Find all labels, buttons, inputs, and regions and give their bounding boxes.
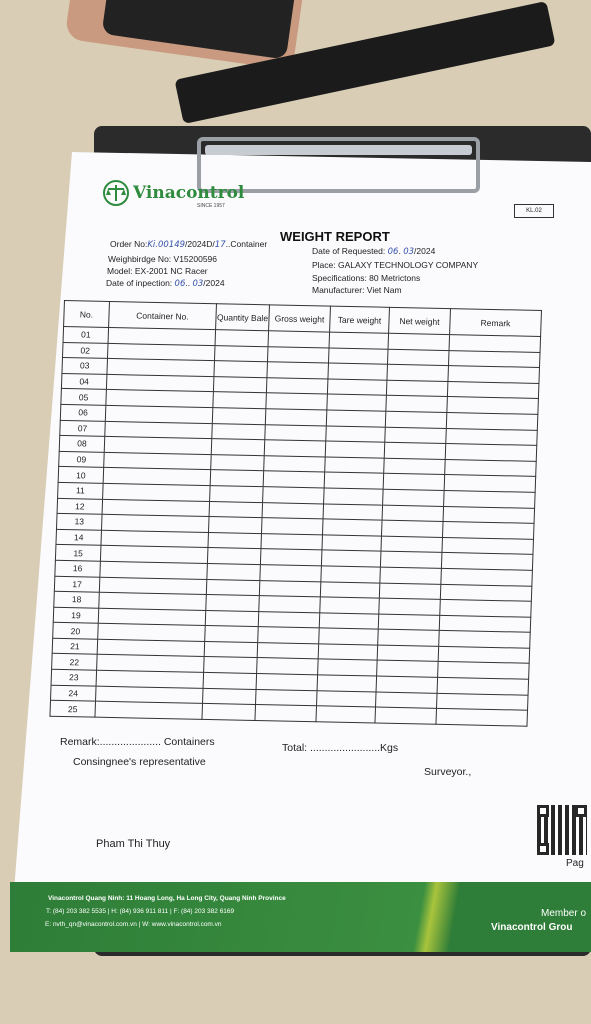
table-cell	[318, 659, 378, 676]
table-cell	[438, 662, 530, 679]
row-number: 19	[53, 607, 99, 624]
table-cell	[209, 501, 263, 518]
row-number: 24	[51, 685, 97, 702]
table-cell	[327, 394, 387, 411]
table-cell	[257, 658, 319, 675]
table-cell	[327, 379, 387, 396]
row-number: 03	[62, 358, 108, 375]
table-cell	[325, 457, 385, 474]
table-cell	[259, 580, 321, 597]
table-cell	[267, 362, 329, 379]
table-cell	[210, 485, 264, 502]
table-cell	[328, 348, 388, 365]
remark-containers: Remark:..................... Containers	[60, 736, 215, 748]
footer-email-web: E: nvth_qn@vinacontrol.com.vn | W: www.vinacontrol.com.vn	[45, 921, 222, 928]
table-cell	[261, 518, 323, 535]
table-cell	[265, 409, 327, 426]
table-cell	[377, 661, 439, 678]
order-container-handwritten: 17	[214, 240, 226, 250]
order-no-suffix: /2024D/	[185, 239, 215, 249]
footer-address: Vinacontrol Quang Ninh: 11 Hoang Long, Ha Long City, Quang Ninh Province	[48, 895, 286, 902]
table-cell	[205, 626, 259, 643]
surveyor-label: Surveyor.,	[424, 766, 472, 778]
row-number: 02	[62, 342, 108, 359]
order-no-field	[110, 239, 267, 250]
table-cell	[203, 688, 257, 705]
table-cell	[437, 693, 529, 710]
table-cell	[326, 426, 386, 443]
table-cell	[265, 424, 327, 441]
table-cell	[321, 566, 381, 583]
phone-screen	[102, 0, 297, 60]
table-cell	[436, 709, 528, 726]
table-cell	[378, 614, 440, 631]
table-cell	[264, 440, 326, 457]
table-cell	[321, 550, 381, 567]
requested-month-handwritten: 03	[403, 247, 415, 257]
row-number: 13	[56, 513, 102, 530]
table-cell	[448, 350, 540, 367]
table-cell	[206, 579, 260, 596]
table-cell	[378, 629, 440, 646]
table-cell	[438, 646, 530, 663]
table-cell	[261, 533, 323, 550]
table-cell	[267, 346, 329, 363]
table-cell	[214, 345, 268, 362]
table-cell	[379, 598, 441, 615]
table-cell	[444, 490, 536, 507]
table-cell	[266, 393, 328, 410]
table-cell	[268, 331, 330, 348]
table-cell	[206, 595, 260, 612]
table-cell	[258, 611, 320, 628]
table-cell	[213, 392, 267, 409]
footer-phones: T: (84) 203 382 5535 | H: (84) 936 911 811 | F: (84) 203 382 6169	[46, 908, 235, 915]
inspection-month-handwritten: 03	[192, 279, 204, 289]
table-cell	[318, 644, 378, 661]
table-cell	[266, 378, 328, 395]
table-cell	[387, 364, 449, 381]
qr-finder	[575, 805, 587, 817]
order-no-label: Order No:	[110, 239, 148, 249]
total-kgs: Total: ........................Kgs	[282, 742, 399, 754]
table-cell	[319, 613, 379, 630]
table-cell	[203, 672, 257, 689]
table-cell	[213, 376, 267, 393]
footer-group: Vinacontrol Grou	[491, 922, 573, 933]
weight-table	[49, 300, 542, 727]
table-cell	[380, 567, 442, 584]
table-cell	[320, 581, 380, 598]
table-cell	[322, 519, 382, 536]
table-cell	[446, 412, 538, 429]
table-cell	[262, 502, 324, 519]
row-number: 17	[54, 576, 100, 593]
table-cell	[384, 442, 446, 459]
row-number: 01	[63, 326, 109, 343]
table-cell	[445, 444, 537, 461]
table-cell	[382, 505, 444, 522]
signer-name: Pham Thi Thuy	[96, 838, 171, 850]
header-tare-weight: Tare weight	[330, 306, 390, 333]
page-label: Pag	[566, 858, 584, 869]
table-cell	[323, 503, 383, 520]
table-cell	[317, 675, 377, 692]
row-number: 12	[57, 498, 103, 515]
table-cell	[319, 628, 379, 645]
table-cell	[446, 428, 538, 445]
table-cell	[328, 363, 388, 380]
table-cell	[385, 411, 447, 428]
table-cell	[207, 563, 261, 580]
requested-day-handwritten: 06	[387, 247, 399, 257]
table-cell	[447, 381, 539, 398]
table-cell	[212, 408, 266, 425]
table-cell	[208, 532, 262, 549]
table-cell	[211, 439, 265, 456]
row-number: 22	[52, 654, 98, 671]
qr-code-icon	[537, 805, 587, 855]
row-number: 10	[58, 467, 104, 484]
table-cell	[381, 520, 443, 537]
table-cell	[263, 471, 325, 488]
table-cell	[385, 427, 447, 444]
brand-name: Vinacontrol	[133, 183, 245, 203]
table-cell	[375, 707, 437, 724]
table-cell	[324, 472, 384, 489]
table-cell	[211, 454, 265, 471]
specifications-field: Specifications: 80 Metrictons	[312, 273, 421, 283]
table-cell	[324, 488, 384, 505]
table-cell	[210, 470, 264, 487]
header-container-no: Container No.	[109, 301, 217, 329]
table-cell	[258, 627, 320, 644]
table-cell	[380, 551, 442, 568]
table-cell	[444, 475, 536, 492]
table-cell	[263, 487, 325, 504]
row-number: 08	[59, 436, 105, 453]
table-cell	[386, 380, 448, 397]
row-number: 25	[50, 700, 96, 717]
inspection-date-field: Date of inpection: 06.. 03/2024	[106, 278, 225, 289]
model-field: Model: EX-2001 NC Racer	[107, 266, 208, 276]
row-number: 15	[55, 545, 101, 562]
table-cell	[207, 548, 261, 565]
row-number: 06	[60, 404, 106, 421]
requested-year: /2024	[414, 246, 436, 256]
row-number: 07	[60, 420, 106, 437]
table-cell	[208, 517, 262, 534]
table-cell	[256, 689, 318, 706]
table-cell	[260, 565, 322, 582]
brand-since: SINCE 1957	[197, 203, 225, 209]
place-field: Place: GALAXY TECHNOLOGY COMPANY	[312, 260, 479, 270]
table-cell	[384, 458, 446, 475]
table-cell	[381, 536, 443, 553]
row-number: 23	[51, 669, 97, 686]
table-cell	[383, 489, 445, 506]
row-number: 21	[52, 638, 98, 655]
report-title: WEIGHT REPORT	[280, 229, 390, 244]
table-cell	[445, 459, 537, 476]
footer-member-of: Member o	[541, 908, 587, 919]
table-cell	[439, 631, 531, 648]
manufacturer-field: Manufacturer: Viet Nam	[312, 285, 402, 295]
table-cell	[441, 568, 533, 585]
table-cell	[95, 701, 203, 719]
table-cell	[449, 335, 541, 352]
inspection-day-handwritten: 06	[174, 279, 186, 289]
table-cell	[255, 705, 317, 722]
table-cell	[383, 474, 445, 491]
table-cell	[317, 690, 377, 707]
table-cell	[320, 597, 380, 614]
inspection-year: /2024	[203, 278, 225, 288]
table-cell	[322, 535, 382, 552]
form-code: KL.02	[514, 204, 554, 218]
table-cell	[326, 410, 386, 427]
header-no: No.	[64, 301, 110, 328]
requested-label: Date of Requested:	[312, 246, 386, 256]
table-cell	[215, 330, 269, 347]
table-cell	[442, 537, 534, 554]
header-gross-weight: Gross weight	[269, 305, 331, 332]
table-cell	[379, 583, 441, 600]
header-remark: Remark	[450, 309, 542, 337]
table-cell	[447, 397, 539, 414]
table-cell	[377, 645, 439, 662]
row-number: 05	[61, 389, 107, 406]
row-number: 18	[54, 591, 100, 608]
table-cell	[386, 396, 448, 413]
table-cell	[264, 455, 326, 472]
table-cell	[202, 704, 256, 721]
table-cell	[316, 706, 376, 723]
table-cell	[259, 596, 321, 613]
weighbridge-field: Weighbirdge No: V15200596	[108, 254, 218, 264]
row-number: 16	[55, 560, 101, 577]
table-cell	[388, 333, 450, 350]
table-cell	[376, 692, 438, 709]
row-number: 04	[61, 373, 107, 390]
table-cell	[329, 332, 389, 349]
footer-band	[10, 882, 591, 952]
row-number: 09	[59, 451, 105, 468]
table-body	[50, 326, 541, 726]
table-cell	[260, 549, 322, 566]
scales-logo-icon	[103, 180, 129, 206]
table-cell	[212, 423, 266, 440]
table-cell	[448, 366, 540, 383]
order-container-suffix: ..Container	[225, 239, 268, 249]
qr-finder	[537, 843, 549, 855]
table-cell	[440, 599, 532, 616]
header-quantity-bale: Quantity Bale	[216, 304, 270, 331]
table-cell	[204, 657, 258, 674]
consignee-representative: Consingnee's representative	[73, 756, 206, 768]
order-no-handwritten: Ki.00149	[147, 240, 186, 250]
table-cell	[325, 441, 385, 458]
qr-finder	[537, 805, 549, 817]
table-cell	[441, 553, 533, 570]
row-number: 14	[56, 529, 102, 546]
inspection-label: Date of inpection:	[106, 278, 173, 288]
table-cell	[442, 522, 534, 539]
table-cell	[387, 349, 449, 366]
table-cell	[204, 641, 258, 658]
header-net-weight: Net weight	[389, 307, 451, 334]
table-cell	[437, 677, 529, 694]
table-cell	[214, 361, 268, 378]
table-cell	[205, 610, 259, 627]
row-number: 20	[53, 623, 99, 640]
table-cell	[257, 642, 319, 659]
requested-date-field: Date of Requested: 06. 03/2024	[312, 246, 436, 257]
table-cell	[443, 506, 535, 523]
row-number: 11	[58, 482, 104, 499]
table-cell	[440, 584, 532, 601]
table-cell	[376, 676, 438, 693]
table-cell	[439, 615, 531, 632]
table-cell	[256, 674, 318, 691]
